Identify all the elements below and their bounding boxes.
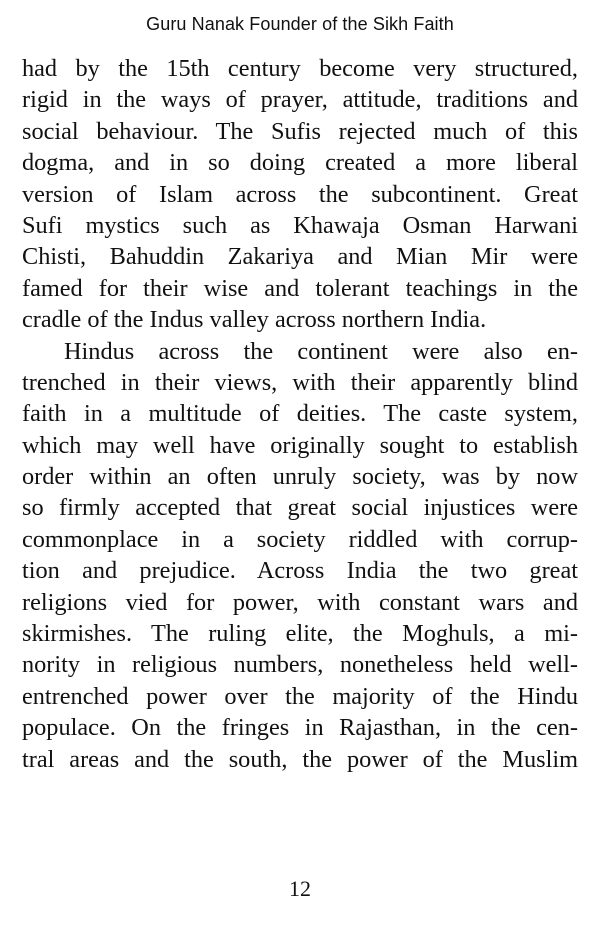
text-line: so firmly accepted that great social injustices were: [22, 494, 578, 522]
body-text: [22, 53, 578, 775]
text-line: commonplace in a society riddled with corrup-: [22, 525, 578, 553]
text-line: social behaviour. The Sufis rejected much of this: [22, 117, 578, 145]
page-number: 12: [289, 876, 311, 901]
text-line: Chisti, Bahuddin Zakariya and Mian Mir were: [22, 243, 578, 271]
text-line: trenched in their views, with their apparently blind: [22, 368, 578, 396]
text-line: nority in religious numbers, nonetheless held well-: [22, 651, 578, 679]
text-line: tion and prejudice. Across India the two great: [22, 557, 578, 585]
text-line: entrenched power over the majority of the Hindu: [22, 682, 578, 710]
text-line: rigid in the ways of prayer, attitude, traditions and: [22, 86, 578, 114]
text-line: tral areas and the south, the power of the Muslim: [22, 745, 578, 773]
text-line: order within an often unruly society, was by now: [22, 463, 578, 491]
text-line: faith in a multitude of deities. The caste system,: [22, 400, 578, 428]
text-line: dogma, and in so doing created a more liberal: [22, 149, 578, 177]
paragraph-end-line: cradle of the Indus valley across northern India.: [22, 306, 487, 334]
text-line: religions vied for power, with constant wars and: [22, 588, 578, 616]
text-line: which may well have originally sought to establish: [22, 431, 578, 459]
text-line: skirmishes. The ruling elite, the Moghuls, a mi-: [22, 620, 578, 648]
running-head: Guru Nanak Founder of the Sikh Faith: [146, 14, 454, 34]
text-line: populace. On the fringes in Rajasthan, in the cen-: [22, 714, 578, 742]
text-line: famed for their wise and tolerant teachings in the: [22, 274, 578, 302]
text-line: version of Islam across the subcontinent. Great: [22, 180, 578, 208]
text-line: Sufi mystics such as Khawaja Osman Harwani: [22, 211, 578, 239]
paragraph-start-line: Hindus across the continent were also en-: [64, 337, 578, 365]
text-line: had by the 15th century become very structured,: [22, 55, 578, 82]
